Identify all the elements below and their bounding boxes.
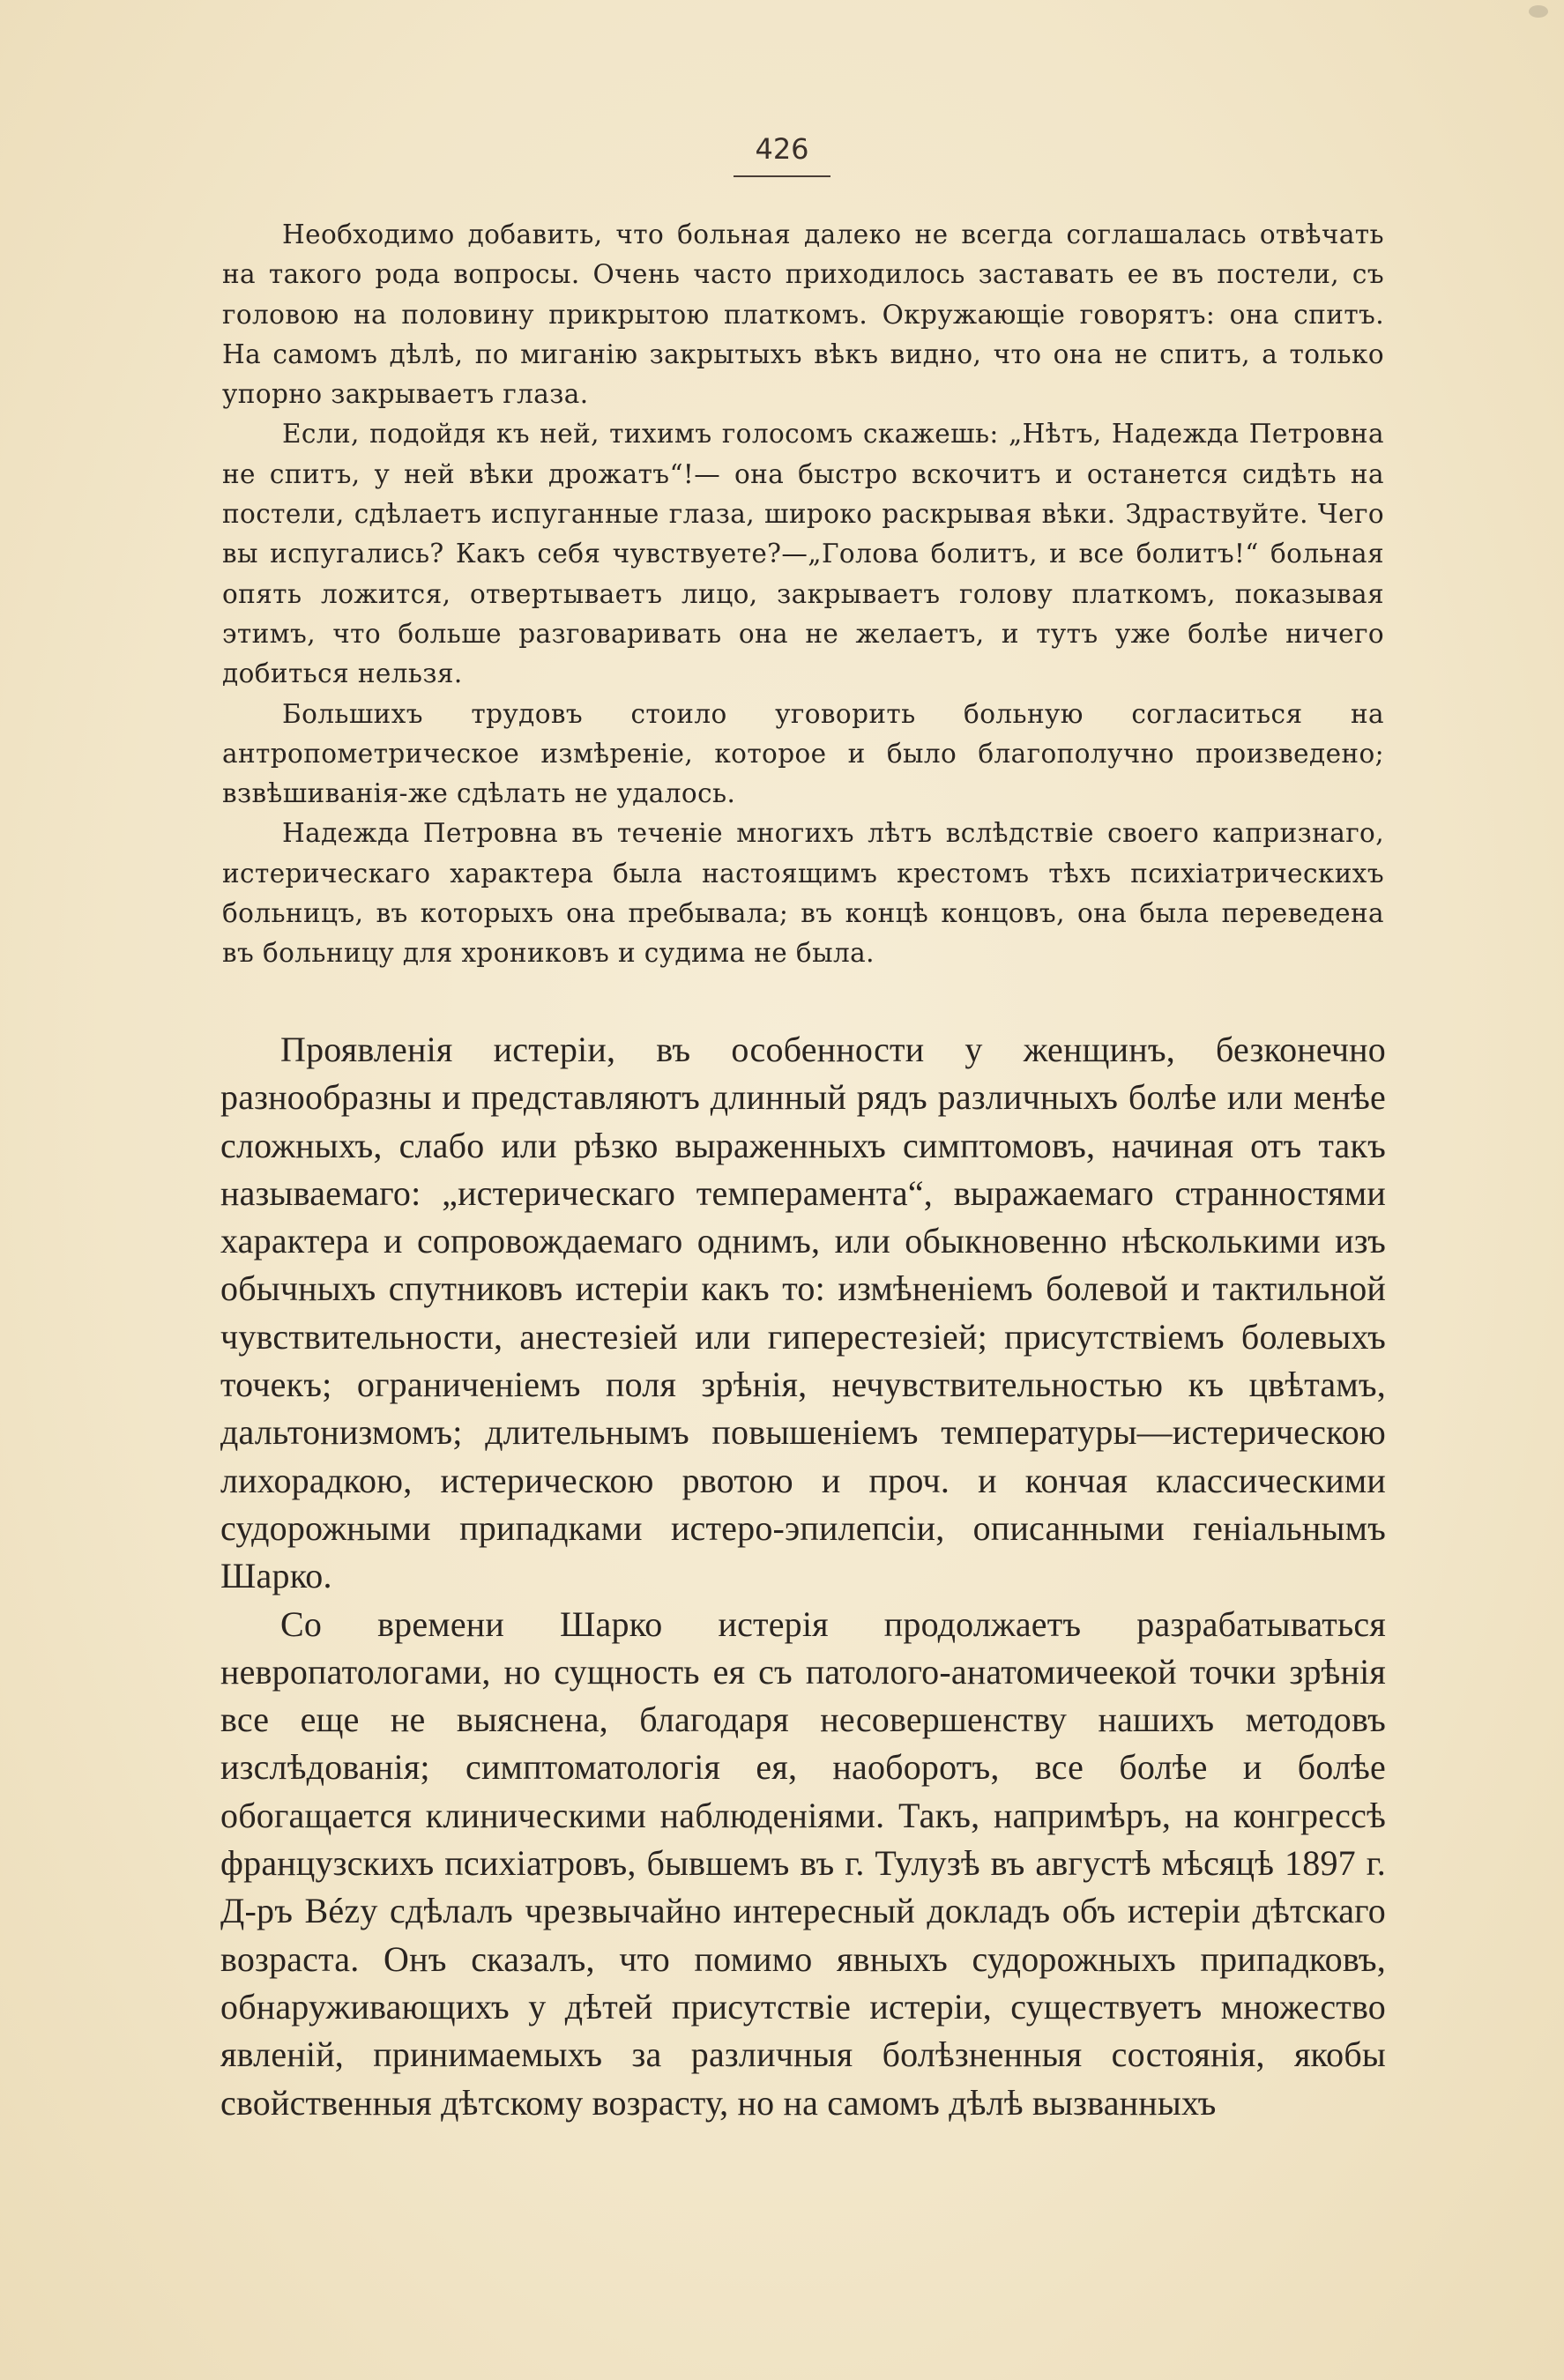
main-text-block	[220, 1026, 1386, 2127]
case-paragraph: Необходимо добавить, что больная далеко не всегда соглашалась отвѣчать на такого рода вопросы. Очень часто приходилось заставать ее въ постели, съ головою на половину прикрытою платкомъ. Окружающіе говорятъ: она спитъ. На самомъ дѣлѣ, по миганію закрытыхъ вѣкъ видно, что она не спитъ, а только упорно закрываетъ глаза.	[222, 219, 1384, 410]
page-number: 426	[755, 132, 809, 166]
case-paragraph: Надежда Петровна въ теченіе многихъ лѣтъ вслѣдствіе своего капризнаго, истерическаго характера была настоящимъ крестомъ тѣхъ психіатрическихъ больницъ, въ которыхъ она пребывала; въ концѣ концовъ, она была переведена въ больницу для хрониковъ и судима не была.	[222, 818, 1384, 969]
main-paragraph: Со времени Шарко истерія продолжаетъ разрабатываться невропатологами, но сущность ея съ патолого-анатомичеекой точки зрѣнія все еще не выяснена, благодаря несовершенству нашихъ методовъ изслѣдованія; симптоматологія ея, наоборотъ, все болѣе и болѣе обогащается клиническими наблюденіями. Такъ, напримѣръ, на конгрессѣ французскихъ психіатровъ, бывшемъ въ г. Тулузѣ въ августѣ мѣсяцѣ 1897 г. Д-ръ Bézy сдѣлалъ чрезвычайно интересный докладъ объ истеріи дѣтскаго возраста. Онъ сказалъ, что помимо явныхъ судорожныхъ припадковъ, обнаруживающихъ у дѣтей присутствіе истеріи, существуетъ множество явленій, принимаемыхъ за различныя болѣзненныя состоянія, якобы свойственныя дѣтскому возрасту, но на самомъ дѣлѣ вызванныхъ	[220, 1603, 1386, 2123]
paper-stain	[1529, 5, 1548, 18]
case-notes-block	[222, 215, 1384, 974]
case-paragraph: Большихъ трудовъ стоило уговорить больную согласиться на антропометрическое измѣреніе, которое и было благополучно произведено; взвѣшиванія-же сдѣлать не удалось.	[222, 698, 1384, 809]
page-number-rule	[734, 175, 830, 177]
main-paragraph: Проявленія истеріи, въ особенности у женщинъ, безконечно разнообразны и представляютъ длинный рядъ различныхъ болѣе или менѣе сложныхъ, слабо или рѣзко выраженныхъ симптомовъ, начиная отъ такъ называемаго: „истерическаго темперамента“, выражаемаго странностями характера и сопровождаемаго однимъ, или обыкновенно нѣсколькими изъ обычныхъ спутниковъ истеріи какъ то: измѣненіемъ болевой и тактильной чувствительности, анестезіей или гиперестезіей; присутствіемъ болевыхъ точекъ; ограниченіемъ поля зрѣнія, нечувствительностью къ цвѣтамъ, дальтонизмомъ; длительнымъ повышеніемъ температуры—истерическою лихорадкою, истерическою рвотою и проч. и кончая классическими судорожными припадками истеро-эпилепсіи, описанными геніальнымъ Шарко.	[220, 1030, 1386, 1596]
case-paragraph: Если, подойдя къ ней, тихимъ голосомъ скажешь: „Нѣтъ, Надежда Петровна не спитъ, у ней вѣки дрожатъ“!— она быстро вскочитъ и останется сидѣть на постели, сдѣлаетъ испуганные глаза, широко раскрывая вѣки. Здраствуйте. Чего вы испугались? Какъ себя чувствуете?—„Голова болитъ, и все болитъ!“ больная опять ложится, отвертываетъ лицо, закрываетъ голову платкомъ, показывая этимъ, что больше разговаривать она не желаетъ, и тутъ уже болѣе ничего добиться нельзя.	[222, 419, 1384, 689]
